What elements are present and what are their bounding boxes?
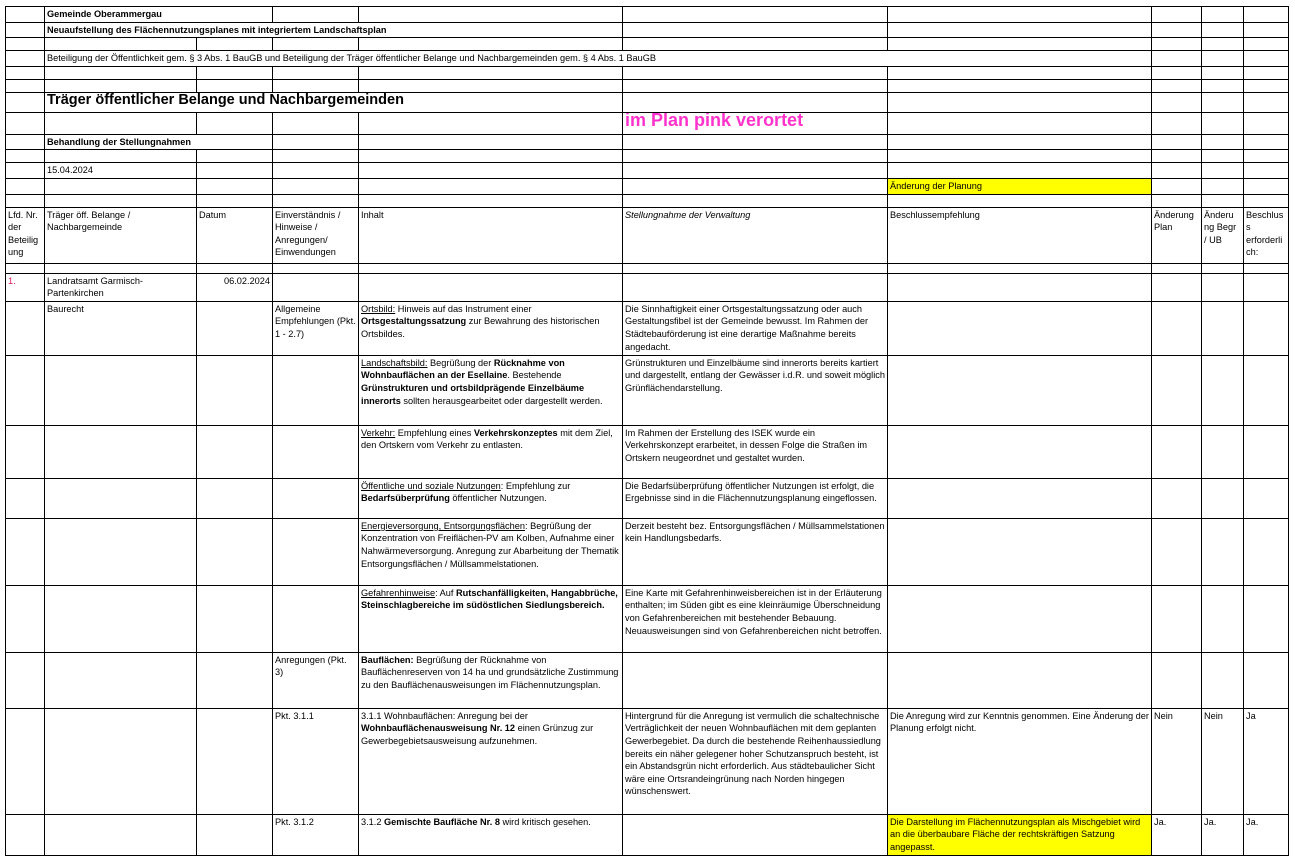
participation-text: Beteiligung der Öffentlichkeit gem. § 3 Abs. 1 BauGB und Beteiligung der Träger öffentlicher Belange und Nachbargemeinden gem. § 4 Abs. 1 BauGB	[45, 51, 1152, 67]
row-inhalt: 3.1.1 Wohnbauflächen: Anregung bei der Wohnbauflächenausweisung Nr. 12 einen Grünzug zur Gewerbegebietsausweisung aufzunehmen.	[359, 708, 623, 814]
col-einv: Einverständnis / Hinweise / Anregungen/ Einwendungen	[273, 207, 359, 263]
col-beschluss: Beschlussempfehlung	[888, 207, 1152, 263]
row-inhalt: Energieversorgung, Entsorgungsflächen: Begrüßung der Konzentration von Freiflächen-PV am Kolben, Aufnahme einer Nahwärmeversorgung. Anregung zur Abarbeitung der Thematik Entsorgungsflächen / Müllsammelstationen.	[359, 518, 623, 585]
row-aend-begr: Ja.	[1202, 814, 1244, 855]
project-title: Neuaufstellung des Flächennutzungsplanes mit integriertem Landschaftsplan	[45, 22, 623, 38]
row-stellungnahme: Die Sinnhaftigkeit einer Ortsgestaltungssatzung oder auch Gestaltungsfibel ist der Gemeinde bewusst. Im Rahmen der Städtebauförderung ist eine derartige Maßnahme bereits angedacht.	[623, 301, 888, 355]
table-row	[6, 478, 1289, 518]
row-inhalt: Bauflächen: Begrüßung der Rücknahme von Bauflächenreserven von 14 ha und grundsätzliche Zustimmung zu den Bauflächenausweisungen im Flächennutzungsplan.	[359, 652, 623, 708]
section-title: Träger öffentlicher Belange und Nachbargemeinden	[45, 92, 623, 112]
row-beschl-erf: Ja.	[1244, 814, 1289, 855]
table-row	[6, 585, 1289, 652]
table-row	[6, 708, 1289, 814]
row-einv: Allgemeine Empfehlungen (Pkt. 1 - 2.7)	[273, 301, 359, 355]
entry-sub: Baurecht	[45, 301, 197, 355]
table-row	[6, 518, 1289, 585]
table-row	[6, 652, 1289, 708]
col-traeger: Träger öff. Belange / Nachbargemeinde	[45, 207, 197, 263]
col-beschl-erf: Beschlus s erforderli ch:	[1244, 207, 1289, 263]
entry-number: 1.	[6, 273, 45, 301]
row-stellungnahme: Im Rahmen der Erstellung des ISEK wurde ein Verkehrskonzept erarbeitet, in dessen Folge die Straßen im Ortskern neugeordnet und gestaltet wurden.	[623, 425, 888, 478]
row-aend-begr: Nein	[1202, 708, 1244, 814]
row-inhalt: Gefahrenhinweise: Auf Rutschanfälligkeiten, Hangabbrüche, Steinschlagbereiche im südöstlichen Siedlungsbereich.	[359, 585, 623, 652]
entry-traeger: Landratsamt Garmisch-Partenkirchen	[45, 273, 197, 301]
row-einv: Pkt. 3.1.2	[273, 814, 359, 855]
row-stellungnahme: Eine Karte mit Gefahrenhinweisbereichen ist in der Erläuterung enthalten; im Süden gibt es eine kleinräumige Überschneidung von Gefahrenbereichen mit bestehender Bebauung. Neuausweisungen sind von Gefahrenbereichen nicht betroffen.	[623, 585, 888, 652]
document-date: 15.04.2024	[45, 163, 197, 179]
row-stellungnahme: Derzeit besteht bez. Entsorgungsflächen / Müllsammelstationen kein Handlungsbedarfs.	[623, 518, 888, 585]
municipality: Gemeinde Oberammergau	[45, 7, 273, 23]
row-beschl-erf: Ja	[1244, 708, 1289, 814]
statement-table	[5, 6, 1289, 856]
col-datum: Datum	[197, 207, 273, 263]
row-aend-plan: Nein	[1152, 708, 1202, 814]
col-aend-plan: Änderung Plan	[1152, 207, 1202, 263]
row-stellungnahme: Die Bedarfsüberprüfung öffentlicher Nutzungen ist erfolgt, die Ergebnisse sind in die Flächennutzungsplanung eingeflossen.	[623, 478, 888, 518]
col-nr: Lfd. Nr. der Beteilig ung	[6, 207, 45, 263]
row-inhalt: Verkehr: Empfehlung eines Verkehrskonzeptes mit dem Ziel, den Ortskern vom Verkehr zu entlasten.	[359, 425, 623, 478]
table-row	[6, 301, 1289, 355]
column-header-row	[6, 207, 1289, 263]
col-stellungnahme: Stellungnahme der Verwaltung	[623, 207, 888, 263]
row-aend-plan: Ja.	[1152, 814, 1202, 855]
col-aend-begr: Änderu ng Begr / UB	[1202, 207, 1244, 263]
row-einv: Pkt. 3.1.1	[273, 708, 359, 814]
table-row	[6, 814, 1289, 855]
row-einv: Anregungen (Pkt. 3)	[273, 652, 359, 708]
row-stellungnahme: Hintergrund für die Anregung ist vermulich die schaltechnische Verträglichkeit der neuen Wohnbauflächen mit dem geplanten Gewerbegebiet. Da durch die bestehende Reihenhaussiedlung bereits ein näher gelegener hoher Schutzanspruch besteht, ist ein Abstandsgrün nicht erforderlich. Aus städtebaulicher Sicht wäre eine Ortsrandeingrünung nach Norden hingegen wünschenswert.	[623, 708, 888, 814]
row-inhalt: Ortsbild: Hinweis auf das Instrument einer Ortsgestaltungssatzung zur Bewahrung des historischen Ortsbildes.	[359, 301, 623, 355]
row-inhalt: 3.1.2 Gemischte Baufläche Nr. 8 wird kritisch gesehen.	[359, 814, 623, 855]
table-row	[6, 273, 1289, 301]
row-stellungnahme: Grünstrukturen und Einzelbäume sind innerorts bereits kartiert und dargestellt, entlang der Gewässer i.d.R. und soweit möglich Grünflächendarstellung.	[623, 355, 888, 425]
row-beschluss: Die Anregung wird zur Kenntnis genommen. Eine Änderung der Planung erfolgt nicht.	[888, 708, 1152, 814]
table-row	[6, 425, 1289, 478]
change-label: Änderung der Planung	[888, 178, 1152, 194]
pink-note: im Plan pink verortet	[623, 112, 888, 134]
cell	[6, 7, 45, 23]
subtitle: Behandlung der Stellungnahmen	[45, 134, 273, 150]
row-inhalt: Landschaftsbild: Begrüßung der Rücknahme von Wohnbauflächen an der Esellaine. Bestehende Grünstrukturen und ortsbildprägende Einzelbäume innerorts sollten herausgearbeitet oder dargestellt werden.	[359, 355, 623, 425]
row-inhalt: Öffentliche und soziale Nutzungen: Empfehlung zur Bedarfsüberprüfung öffentlicher Nutzungen.	[359, 478, 623, 518]
entry-date: 06.02.2024	[197, 273, 273, 301]
row-beschluss: Die Darstellung im Flächennutzungsplan als Mischgebiet wird an die überbaubare Fläche der rechtskräftigen Satzung angepasst.	[888, 814, 1152, 855]
col-inhalt: Inhalt	[359, 207, 623, 263]
table-row	[6, 355, 1289, 425]
